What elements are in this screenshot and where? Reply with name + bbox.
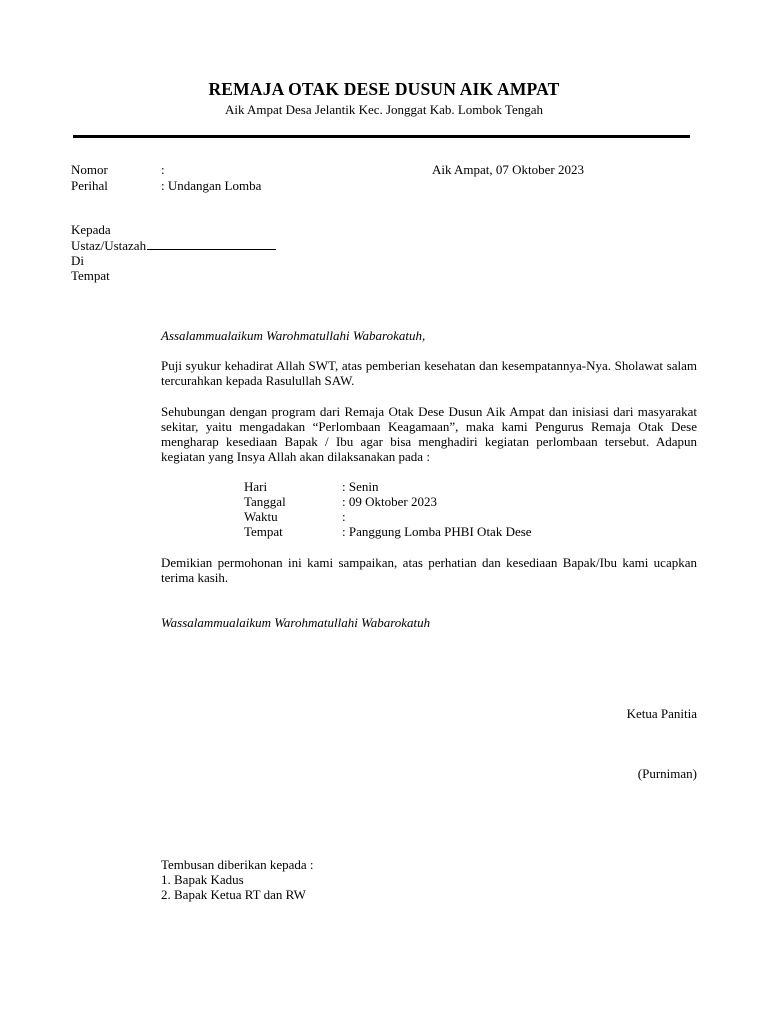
cc-heading: Tembusan diberikan kepada : [161,857,314,872]
schedule-tempat-label: Tempat [244,524,283,539]
place-date: Aik Ampat, 07 Oktober 2023 [432,162,585,177]
perihal-value: : Undangan Lomba [161,178,262,193]
schedule-tanggal-label: Tanggal [244,494,286,509]
schedule-tempat-value: : Panggung Lomba PHBI Otak Dese [342,524,532,539]
greeting: Assalammualaikum Warohmatullahi Wabarokatuh, [161,328,426,343]
closing-salam: Wassalammualaikum Warohmatullahi Wabarokatuh [161,615,431,630]
cc-item: 2. Bapak Ketua RT dan RW [161,887,306,902]
signature-name: (Purniman) [637,766,697,781]
signature-role: Ketua Panitia [626,706,697,721]
recipient-title: Ustaz/Ustazah [71,238,147,253]
letterhead-address: Aik Ampat Desa Jelantik Kec. Jonggat Kab. Lombok Tengah [224,102,543,117]
recipient-name-line [71,238,276,253]
schedule-hari-value: : Senin [342,479,379,494]
paragraph-closing: Demikian permohonan ini kami sampaikan, atas perhatian dan kesediaan Bapak/Ibu kami ucapkan terima kasih. [161,555,697,585]
paragraph-invitation: Sehubungan dengan program dari Remaja Otak Dese Dusun Aik Ampat dan inisiasi dari masyarakat sekitar, yaitu mengadakan “Perlombaan Keagamaan”, maka kami Pengurus Remaja Otak Dese mengharap kesediaan Bapak / Ibu agar bisa menghadiri kegiatan perlombaan tersebut. Adapun kegiatan yang Insya Allah akan dilaksanakan pada : [161,404,697,464]
paragraph-opening: Puji syukur kehadirat Allah SWT, atas pemberian kesehatan dan kesempatannya-Nya. Sholawat salam tercurahkan kepada Rasulullah SAW. [161,358,697,388]
recipient-di: Di [71,253,84,268]
recipient-name-blank [147,238,276,250]
schedule-hari-label: Hari [244,479,268,494]
header-divider [73,135,690,138]
schedule-tanggal-value: : 09 Oktober 2023 [342,494,437,509]
nomor-label: Nomor [71,162,108,177]
recipient-tempat: Tempat [71,268,110,283]
recipient-kepada: Kepada [71,222,111,237]
perihal-label: Perihal [71,178,108,193]
letterhead-title: REMAJA OTAK DESE DUSUN AIK AMPAT [208,79,560,99]
cc-item: 1. Bapak Kadus [161,872,244,887]
schedule-waktu-label: Waktu [244,509,278,524]
schedule-waktu-value: : [342,509,346,524]
nomor-value: : [161,162,165,177]
